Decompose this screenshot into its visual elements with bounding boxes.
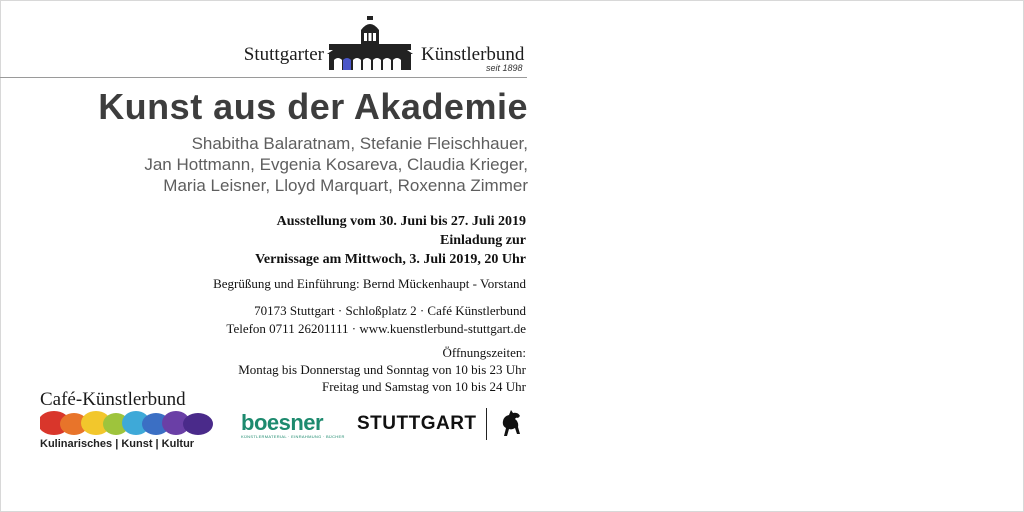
opening-hours [238, 344, 526, 395]
boesner-subline: KÜNSTLERMATERIAL · EINRAHMUNG · BÜCHER [241, 434, 345, 439]
header-divider [0, 77, 527, 78]
brand-left-text: Stuttgarter [243, 44, 324, 65]
hours-line: Freitag und Samstag von 10 bis 24 Uhr [321, 379, 526, 394]
brand-right-text: Künstlerbund [421, 44, 525, 65]
watercolor-strip-icon [40, 409, 214, 437]
since-text: seit 1898 [486, 63, 523, 73]
opening-date: Vernissage am Mittwoch, 3. Juli 2019, 20 Uhr [255, 252, 526, 267]
cafe-logo [40, 389, 195, 450]
artist-line: Jan Hottmann, Evgenia Kosareva, Claudia Krieger, [144, 155, 528, 174]
boesner-wordmark: boesner [241, 410, 324, 435]
page-title: Kunst aus der Akademie [98, 86, 528, 127]
boesner-logo [241, 412, 345, 439]
contact-line: Telefon 0711 26201111 · www.kuenstlerbund-stuttgart.de [226, 321, 526, 336]
logo-divider [486, 408, 487, 440]
cafe-tagline: Kulinarisches | Kunst | Kultur [40, 438, 195, 450]
artist-line: Maria Leisner, Lloyd Marquart, Roxenna Zimmer [163, 176, 528, 195]
invitation-label: Einladung zur [440, 233, 526, 248]
greeting-text: Begrüßung und Einführung: Bernd Mückenhaupt - Vorstand [213, 276, 526, 291]
stuttgart-wordmark: STUTTGART [357, 413, 477, 434]
hours-line: Montag bis Donnerstag und Sonntag von 10 bis 23 Uhr [238, 362, 526, 377]
hours-label: Öffnungszeiten: [442, 345, 526, 360]
address-block [226, 302, 526, 338]
building-icon [327, 16, 413, 70]
cafe-name: Café-Künstlerbund [40, 389, 186, 410]
artist-list [144, 133, 528, 196]
address-line: 70173 Stuttgart · Schloßplatz 2 · Café Künstlerbund [254, 303, 526, 318]
exhibition-dates [255, 212, 526, 269]
exhibition-period: Ausstellung vom 30. Juni bis 27. Juli 2019 [276, 214, 526, 229]
horse-icon [498, 408, 524, 438]
artist-line: Shabitha Balaratnam, Stefanie Fleischhauer, [191, 134, 528, 153]
